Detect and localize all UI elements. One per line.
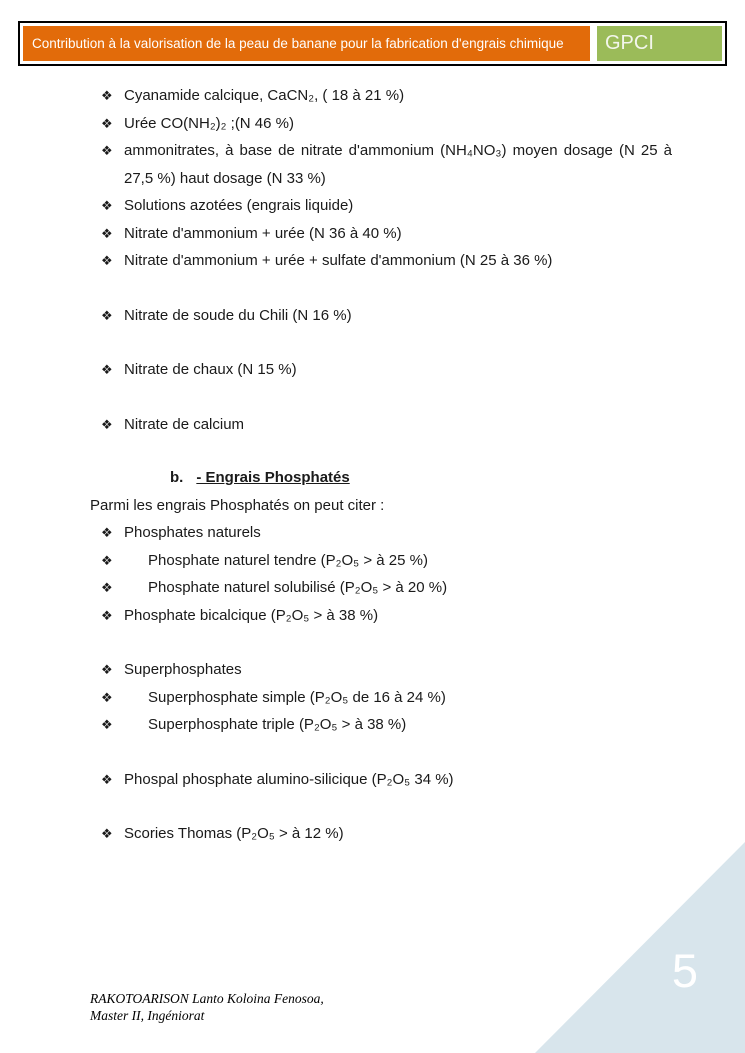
- list-item-text: Cyanamide calcique, CaCN₂, ( 18 à 21 %): [124, 87, 405, 104]
- list-item-text: Nitrate de soude du Chili (N 16 %): [124, 306, 352, 324]
- diamond-bullet-icon: ❖: [101, 115, 113, 131]
- diamond-bullet-icon: ❖: [101, 662, 113, 677]
- list-item-text: Superphosphates: [124, 661, 242, 678]
- list-item: [90, 82, 672, 110]
- list-item: [90, 356, 672, 384]
- list-item-text: Nitrate de chaux (N 15 %): [124, 361, 297, 378]
- engrais-phosphates-list: [90, 519, 672, 848]
- list-item-text: Phosphate naturel solubilisé (P₂O₅ > à 20 %): [148, 579, 448, 596]
- diamond-bullet-icon: ❖: [101, 717, 113, 732]
- diamond-bullet-icon: ❖: [101, 826, 113, 841]
- list-item: [90, 602, 672, 630]
- list-item-text: Phosphates naturels: [124, 524, 261, 541]
- list-item-text: Superphosphate triple (P₂O₅ > à 38 %): [148, 716, 407, 733]
- diamond-bullet-icon: ❖: [101, 198, 113, 213]
- list-item-text: Urée CO(NH₂)₂ ;(N 46 %): [124, 114, 294, 132]
- list-item: [90, 519, 672, 547]
- diamond-bullet-icon: ❖: [101, 143, 113, 158]
- document-title-banner: [23, 26, 590, 61]
- list-item: [90, 711, 672, 739]
- diamond-bullet-icon: ❖: [101, 253, 113, 268]
- document-title: Contribution à la valorisation de la peau de banane pour la fabrication d'engrais chimique: [32, 36, 564, 51]
- list-item-text: Phospal phosphate alumino-silicique (P₂O₅ 34 %): [124, 770, 454, 788]
- list-item: [90, 220, 672, 248]
- gpci-badge-label: GPCI: [605, 32, 654, 54]
- list-item: [90, 574, 672, 602]
- list-item-text: Nitrate de calcium: [124, 415, 245, 433]
- diamond-bullet-icon: ❖: [101, 362, 113, 377]
- list-item: [90, 192, 672, 220]
- diamond-bullet-icon: ❖: [101, 689, 113, 705]
- diamond-bullet-icon: ❖: [101, 88, 113, 103]
- diamond-bullet-icon: ❖: [101, 307, 113, 323]
- list-item: [90, 110, 672, 138]
- list-item: [90, 684, 672, 712]
- list-item-text: Phosphate bicalcique (P₂O₅ > à 38 %): [124, 606, 379, 624]
- section-heading: [90, 464, 672, 492]
- list-item: [90, 656, 672, 684]
- diamond-bullet-icon: ❖: [101, 552, 113, 568]
- list-item-text: Superphosphate simple (P₂O₅ de 16 à 24 %): [148, 688, 446, 706]
- diamond-bullet-icon: ❖: [101, 225, 113, 241]
- list-item: [90, 766, 672, 794]
- section-heading-label: b.: [170, 469, 184, 486]
- footer-author-name: RAKOTOARISON Lanto Koloina Fenosoa,: [90, 991, 324, 1006]
- page-content: [90, 82, 672, 848]
- footer-author: [90, 990, 324, 1024]
- list-item: [90, 411, 672, 439]
- footer-author-degree: Master II, Ingéniorat: [90, 1008, 205, 1023]
- list-item-text: ammonitrates, à base de nitrate d'ammonium (NH₄NO₃) moyen dosage (N 25 à 27,5 %) haut dosage (N 33 %): [124, 142, 672, 187]
- list-item: [90, 820, 672, 848]
- list-item-text: Solutions azotées (engrais liquide): [124, 197, 354, 214]
- diamond-bullet-icon: ❖: [101, 525, 113, 540]
- intro-paragraph: Parmi les engrais Phosphatés on peut citer :: [90, 496, 385, 514]
- list-item: [90, 137, 672, 192]
- gpci-badge: [597, 26, 722, 61]
- engrais-azotes-list: [90, 82, 672, 438]
- list-item-text: Phosphate naturel tendre (P₂O₅ > à 25 %): [148, 551, 428, 569]
- header-banner-box: [18, 21, 727, 66]
- diamond-bullet-icon: ❖: [101, 416, 113, 432]
- section-heading-text: - Engrais Phosphatés: [196, 469, 350, 486]
- diamond-bullet-icon: ❖: [101, 771, 113, 787]
- list-item: [90, 247, 672, 275]
- list-item: [90, 302, 672, 330]
- list-item: [90, 547, 672, 575]
- diamond-bullet-icon: ❖: [101, 580, 113, 595]
- page-number: 5: [671, 944, 698, 997]
- list-item-text: Nitrate d'ammonium + urée (N 36 à 40 %): [124, 224, 402, 242]
- list-item-text: Nitrate d'ammonium + urée + sulfate d'ammonium (N 25 à 36 %): [124, 252, 553, 269]
- corner-triangle-decoration: [535, 842, 745, 1053]
- diamond-bullet-icon: ❖: [101, 607, 113, 623]
- list-item-text: Scories Thomas (P₂O₅ > à 12 %): [124, 825, 344, 842]
